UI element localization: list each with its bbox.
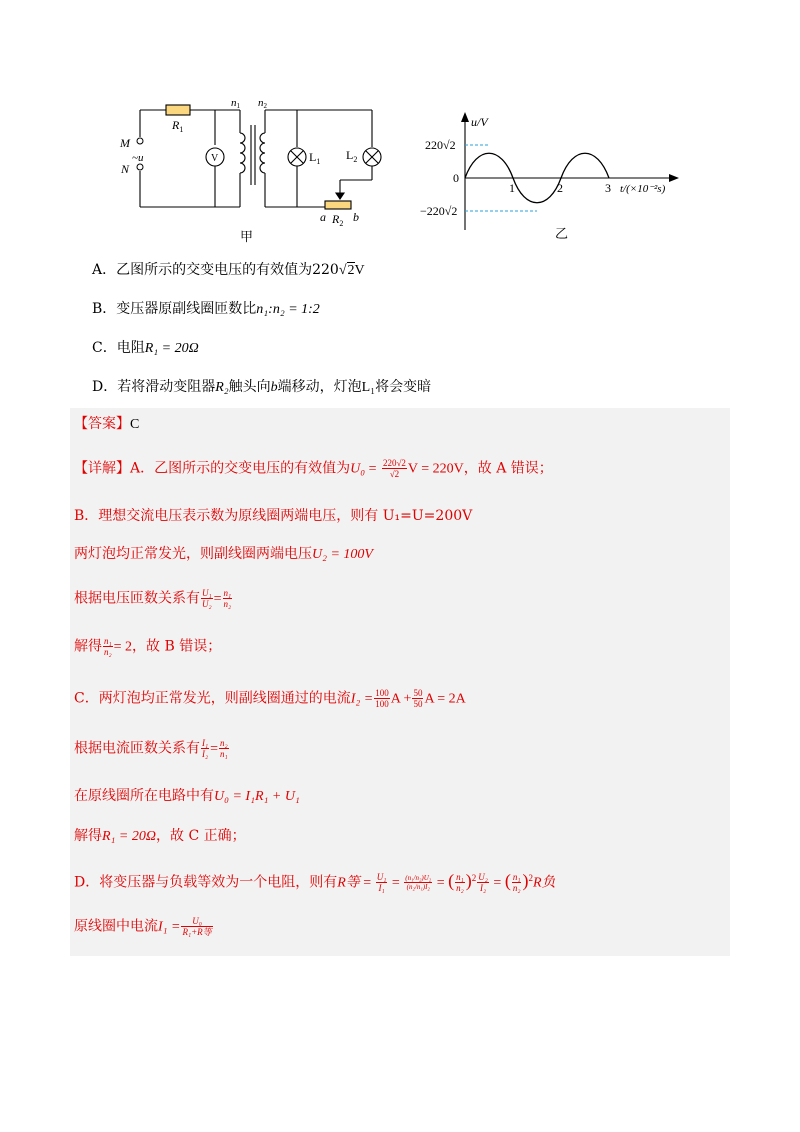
explain-line-5: 解得 $\frac{\text{n₁}}{\text{n₂}}$ = 2，故 B 错误；	[74, 636, 222, 657]
n1-label: n	[231, 97, 237, 109]
svg-text:R2: $R_2$	[332, 212, 344, 228]
n-terminal: N	[121, 162, 130, 176]
tick-2: 2	[557, 181, 563, 195]
figure2-caption: 乙	[555, 226, 569, 240]
svg-text:L2: $L_2$	[346, 148, 358, 164]
explain-line-1: 【详解】A．乙图所示的交变电压的有效值为U₀ = $\frac{220√2}{√2}$ V = 220V，故 A 错误；	[74, 458, 553, 479]
tick-1: 1	[509, 181, 515, 195]
option-a: A．乙图所示的交变电压的有效值为220√2V	[92, 262, 365, 278]
sine-wave-graph	[415, 110, 695, 240]
figure1-caption: 甲	[240, 229, 254, 244]
r2-label: R	[332, 212, 340, 226]
voltmeter-label: V	[211, 153, 219, 164]
r1-label: R	[172, 118, 180, 132]
u-source: ~u	[132, 152, 144, 164]
explain-line-10: D．将变压器与负载等效为一个电阻，则有R等 = $\frac{\text{U₁}}{\text{I₁}}$ = $\frac{\text{(n₁/n₂)U₂}}{\text{(n₂/n₁)I₂}}$ = ( $\frac{\text{n₁}}{\text{n₂}}$ )$^2$ $\frac{\text{U₂}}{\text{I₂}}$ = ( $\frac{\text{n₁}}{\text{n₂}}$ )$^2$R负	[74, 870, 556, 894]
explain-line-6: C．两灯泡均正常发光，则副线圈通过的电流I₂ = $\frac{100}{100}$ A + $\frac{50}{50}$ A = 2A	[74, 688, 466, 709]
y-axis-label: u/V	[471, 115, 488, 129]
tick-3: 3	[605, 181, 611, 195]
l1-label: L	[309, 150, 317, 164]
svg-text:R1: $R_1$	[172, 118, 184, 134]
y-neg-label: −220√2	[420, 204, 458, 218]
svg-text:L1: $L_1$	[309, 150, 321, 166]
explain-line-9: 解得R₁ = 20Ω，故 C 正确；	[74, 828, 246, 844]
origin-label: 0	[453, 171, 459, 185]
svg-text:n2: n2	[258, 97, 267, 110]
svg-text:n1: n1	[231, 97, 240, 110]
option-d: D．若将滑动变阻器R₂触头向b端移动，灯泡L₁将会变暗	[92, 379, 432, 395]
m-terminal: M	[120, 136, 130, 150]
option-b: B．变压器原副线圈匝数比n₁:n₂ = 1:2	[92, 301, 320, 317]
n2-label: n	[258, 97, 264, 109]
explain-line-8: 在原线圈所在电路中有U₀ = I₁R₁ + U₁	[74, 788, 300, 804]
explain-line-4: 根据电压匝数关系有 $\frac{\text{U₁}}{\text{U₂}}$ = $\frac{\text{n₁}}{\text{n₂}}$	[74, 588, 232, 609]
l2-label: L	[346, 148, 354, 162]
explain-line-7: 根据电流匝数关系有 $\frac{\text{I₁}}{\text{I₂}}$ = $\frac{\text{n₂}}{\text{n₁}}$	[74, 738, 228, 759]
explain-line-3: 两灯泡均正常发光，则副线圈两端电压U₂ = 100V	[74, 546, 373, 562]
circuit-diagram	[110, 95, 390, 245]
explain-line-11: 原线圈中电流I₁ = $\frac{\text{U₀}}{\text{R₁+R等}}$	[74, 916, 212, 937]
a-label: a	[320, 210, 326, 224]
explain-line-2: B．理想交流电压表示数为原线圈两端电压，则有 U₁=U=200V	[74, 508, 473, 524]
answer-line: 【答案】C	[74, 416, 140, 432]
option-c: C．电阻R₁ = 20Ω	[92, 340, 199, 356]
b-label: b	[353, 210, 359, 224]
x-axis-label: t/(×10⁻²s)	[620, 183, 666, 195]
y-pos-label: 220√2	[425, 138, 456, 152]
